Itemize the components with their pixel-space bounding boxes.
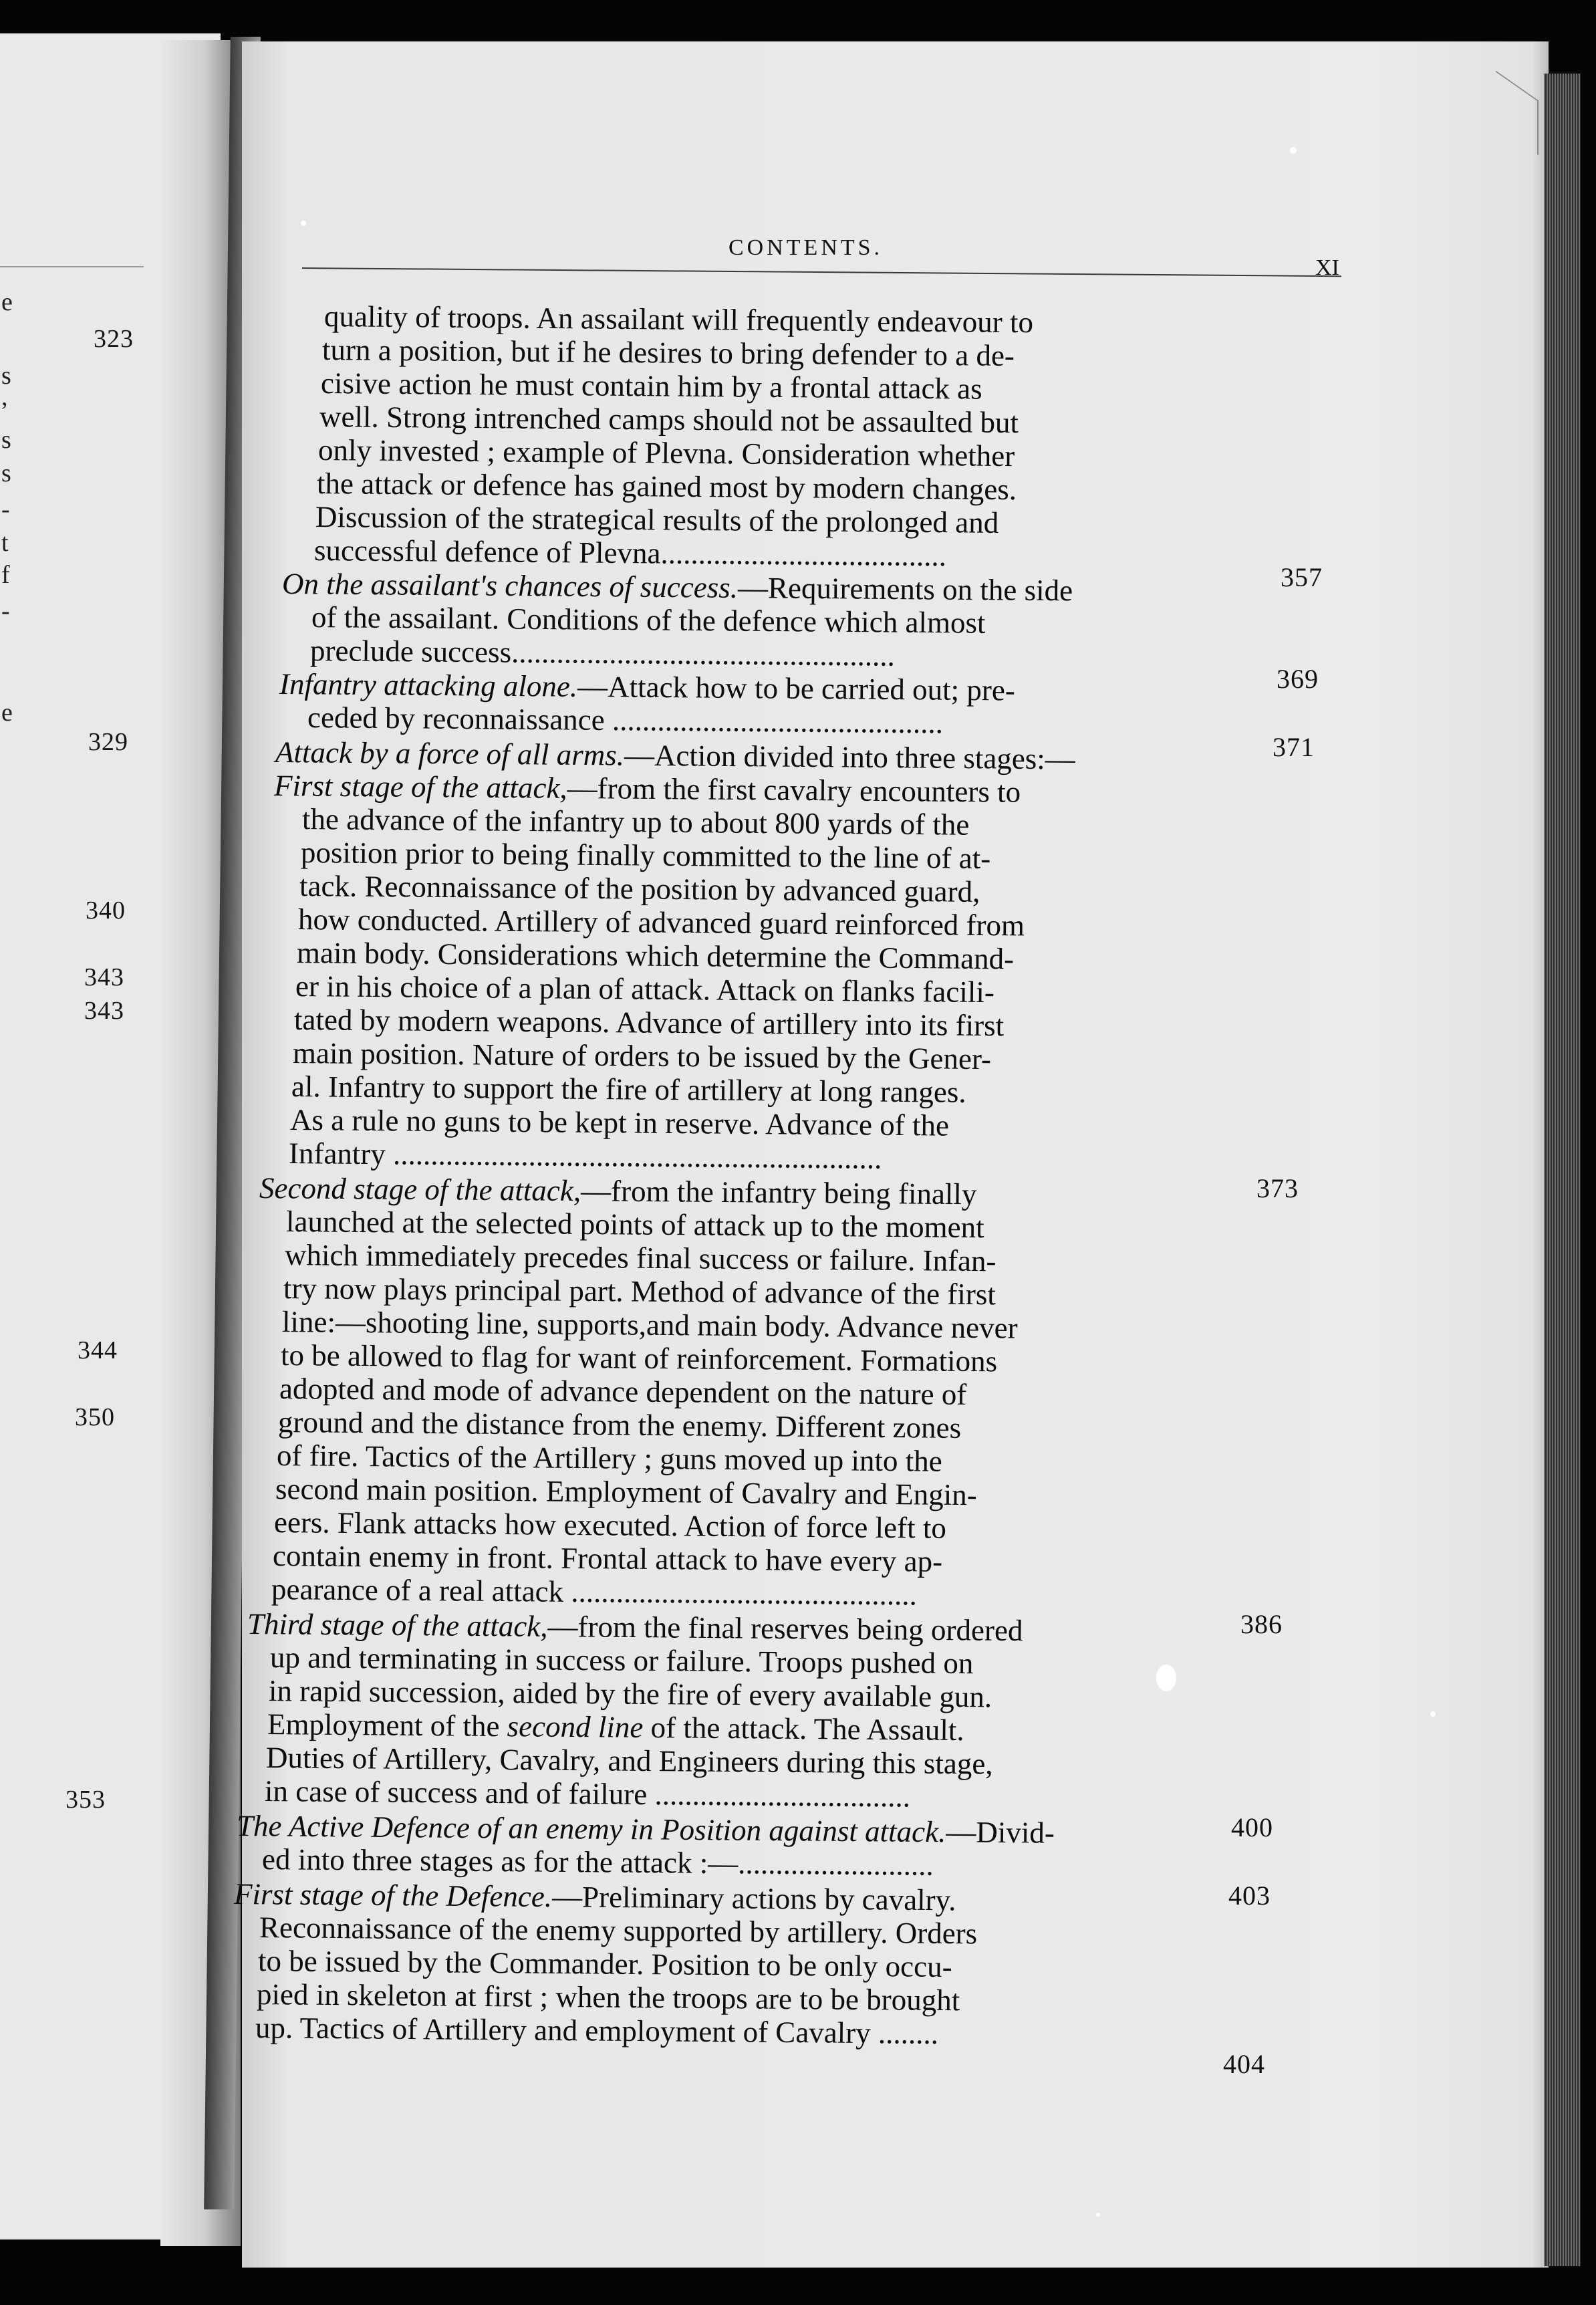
text-line: ceded by reconnaissance ............................................	[307, 701, 944, 740]
left-edge-letter: s	[1, 459, 11, 487]
text-line: tack. Reconnaissance of the position by advanced guard,	[299, 869, 980, 908]
left-page-number: 340	[86, 896, 126, 925]
text-line: Employment of the second line of the attack. The Assault.	[267, 1707, 964, 1747]
text-line: Discussion of the strategical results of the prolonged and	[315, 500, 999, 539]
page-reference: 400	[1231, 1812, 1273, 1842]
left-edge-letter: f	[1, 561, 10, 589]
text-line: al. Infantry to support the fire of artillery at long ranges.	[291, 1070, 966, 1109]
text-line: the attack or defence has gained most by modern changes.	[316, 467, 1017, 507]
entry-title: Third stage of the attack,	[247, 1607, 548, 1643]
text-line: in rapid succession, aided by the fire of every available gun.	[268, 1674, 992, 1714]
text-line: As a rule no guns to be kept in reserve. Advance of the	[289, 1103, 950, 1142]
left-edge-letter: -	[1, 495, 10, 523]
text-line: successful defence of Plevna......................................	[313, 533, 947, 573]
left-edge-letter: e	[1, 699, 13, 727]
entry-line: Attack by a force of all arms.—Action divided into three stages:—	[275, 735, 1076, 776]
entry-line: On the assailant's chances of success.—Requirements on the side	[281, 567, 1073, 608]
text-line: Infantry .................................................................	[288, 1136, 882, 1175]
left-edge-letter: ,	[1, 383, 8, 411]
page-reference: 403	[1228, 1881, 1271, 1911]
entry-line: Infantry attacking alone.—Attack how to be carried out; pre-	[279, 667, 1016, 707]
text-line: pied in skeleton at first ; when the troops are to be brought	[256, 1977, 960, 2018]
text-line: position prior to being finally committed to the line of at-	[300, 836, 991, 876]
text-line: ed into three stages as for the attack :—..........................	[261, 1842, 934, 1882]
scan-speck	[301, 221, 306, 226]
page-reference: 369	[1277, 664, 1319, 694]
text-line: main position. Nature of orders to be issued by the Gener-	[292, 1036, 992, 1076]
text-line: try now plays principal part. Method of advance of the first	[283, 1271, 996, 1312]
text-line: up and terminating in success or failure. Troops pushed on	[269, 1641, 974, 1681]
page-reference: 371	[1273, 732, 1315, 762]
page-reference: 373	[1256, 1173, 1299, 1203]
page-reference: 357	[1281, 562, 1323, 592]
text-line: well. Strong intrenched camps should not be assaulted but	[319, 400, 1019, 440]
left-page-number: 350	[75, 1403, 115, 1431]
text-line: preclude success...................................................	[309, 634, 896, 673]
entry-title: First stage of the Defence.	[233, 1877, 553, 1914]
text-line: ground and the distance from the enemy. Different zones	[277, 1405, 962, 1445]
text-line: Reconnaissance of the enemy supported by artillery. Orders	[259, 1911, 978, 1951]
text-line: only invested ; example of Plevna. Consideration whether	[317, 433, 1015, 473]
text-line: tated by modern weapons. Advance of artillery into its first	[293, 1003, 1005, 1043]
text-line: cisive action he must contain him by a frontal attack as	[320, 366, 982, 406]
text-line: Duties of Artillery, Cavalry, and Engineers during this stage,	[265, 1741, 993, 1781]
entry-title: Infantry attacking alone.	[279, 667, 578, 703]
entry-title: First stage of the attack,	[273, 769, 567, 805]
text-line: main body. Considerations which determine the Command-	[296, 936, 1015, 976]
text-line: adopted and mode of advance dependent on the nature of	[279, 1372, 967, 1411]
text-line: turn a position, but if he desires to bring defender to a de-	[321, 333, 1015, 373]
left-edge-letter: e	[1, 288, 13, 316]
text-line: eers. Flank attacks how executed. Action of force left to	[273, 1505, 947, 1545]
entry-line: Third stage of the attack,—from the final reserves being ordered	[247, 1607, 1023, 1648]
scan-speck	[1156, 1665, 1176, 1691]
left-edge-letter: s	[1, 426, 11, 454]
text-line: of the assailant. Conditions of the defence which almost	[311, 600, 986, 640]
entry-line: First stage of the attack,—from the first cavalry encounters to	[273, 769, 1021, 809]
text-line: which immediately precedes final success or failure. Infan-	[284, 1238, 996, 1278]
left-page-number: 343	[84, 963, 124, 991]
scan-speck	[1096, 2213, 1100, 2217]
left-page-number: 343	[84, 997, 124, 1025]
text-line: to be allowed to flag for want of reinforcement. Formations	[280, 1338, 998, 1378]
left-edge-letter: t	[1, 529, 9, 557]
text-line: to be issued by the Commander. Position to be only occu-	[257, 1944, 952, 1984]
text-line: the advance of the infantry up to about 800 yards of the	[301, 802, 970, 842]
text-line: contain enemy in front. Frontal attack to have every ap-	[272, 1539, 943, 1578]
left-page-number: 353	[65, 1786, 106, 1814]
text-line: up. Tactics of Artillery and employment of Cavalry ........	[255, 2011, 939, 2050]
scan-speck	[1290, 147, 1297, 154]
text-line: second main position. Employment of Cavalry and Engin-	[275, 1472, 977, 1512]
entry-line: Second stage of the attack,—from the infantry being finally	[259, 1171, 977, 1211]
left-page-number: 344	[78, 1336, 118, 1364]
text-line: of fire. Tactics of the Artillery ; guns moved up into the	[276, 1439, 942, 1478]
text-line: line:—shooting line, supports,and main body. Advance never	[281, 1305, 1018, 1345]
entry-line: The Active Defence of an enemy in Position against attack.—Divid-	[236, 1809, 1055, 1850]
text-line: launched at the selected points of attack up to the moment	[285, 1205, 984, 1245]
left-edge-letter: s	[1, 362, 11, 390]
text-line: quality of troops. An assailant will frequently endeavour to	[323, 299, 1034, 340]
text-line: er in his choice of a plan of attack. Attack on flanks facili-	[295, 969, 995, 1009]
page-heading: CONTENTS.	[728, 235, 884, 260]
entry-title: On the assailant's chances of success.	[281, 567, 739, 604]
text-line: how conducted. Artillery of advanced guard reinforced from	[297, 902, 1025, 943]
entry-title: The Active Defence of an enemy in Position against attack.	[236, 1809, 946, 1849]
entry-title: Attack by a force of all arms.	[275, 735, 625, 772]
page-reference: 386	[1240, 1609, 1283, 1639]
text-line: pearance of a real attack ..............................................	[271, 1572, 918, 1612]
text-line: in case of success and of failure ..................................	[264, 1774, 911, 1814]
left-page-number: 323	[94, 325, 134, 353]
entry-line: First stage of the Defence.—Preliminary actions by cavalry.	[233, 1877, 956, 1917]
left-edge-letter: -	[1, 597, 10, 625]
entry-title: Second stage of the attack,	[259, 1171, 581, 1208]
page-number: XI	[1315, 255, 1339, 280]
scan-speck	[1430, 1711, 1436, 1717]
page-reference: 404	[1223, 2049, 1265, 2079]
left-page-number: 329	[88, 728, 128, 756]
